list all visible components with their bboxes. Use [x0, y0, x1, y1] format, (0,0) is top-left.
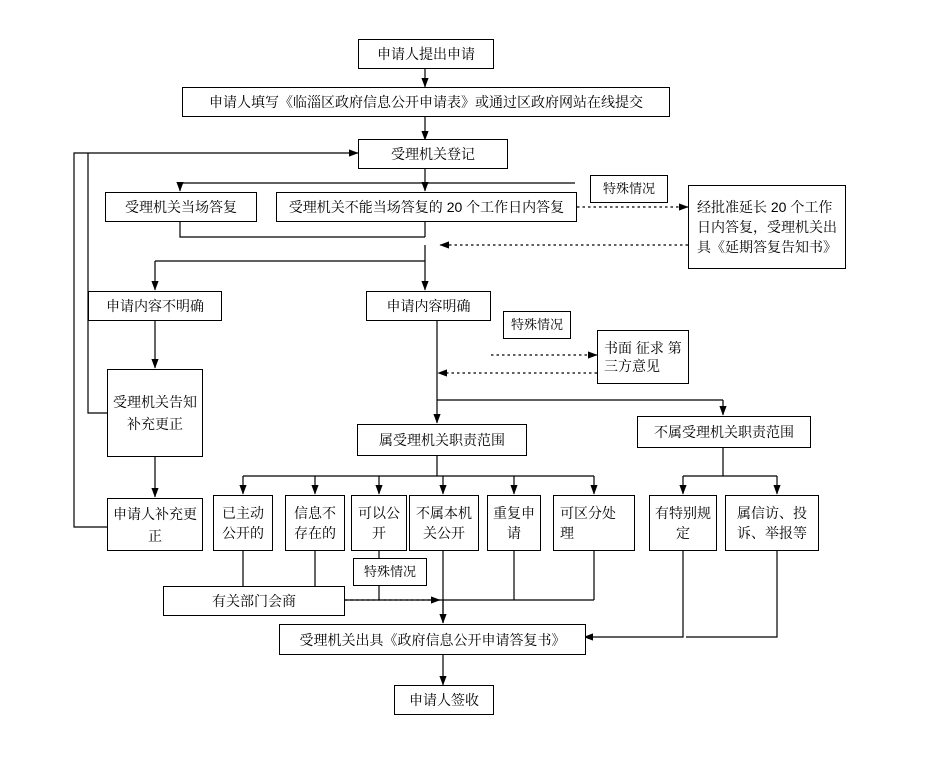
node-reply-within-20-days[interactable]: 受理机关不能当场答复的 20 个工作日内答复 [276, 192, 577, 222]
node-issue-reply-document[interactable]: 受理机关出具《政府信息公开申请答复书》 [279, 624, 586, 655]
node-reply-on-site[interactable]: 受理机关当场答复 [105, 192, 257, 222]
node-notify-supplement[interactable]: 受理机关告知补充更正 [107, 369, 203, 457]
node-applicant-supplement[interactable]: 申请人补充更正 [107, 498, 203, 551]
label-special-case-consult: 特殊情况 [353, 558, 427, 586]
node-special-provision[interactable]: 有特别规定 [649, 495, 717, 551]
node-fill-application-form[interactable]: 申请人填写《临淄区政府信息公开申请表》或通过区政府网站在线提交 [182, 87, 670, 117]
node-info-not-exist[interactable]: 信息不存在的 [285, 495, 345, 551]
node-within-agency-duty[interactable]: 属受理机关职责范围 [357, 424, 527, 456]
node-agency-registration[interactable]: 受理机关登记 [358, 139, 508, 169]
node-outside-agency-duty[interactable]: 不属受理机关职责范围 [637, 416, 811, 448]
node-request-clear[interactable]: 申请内容明确 [366, 291, 491, 321]
node-request-unclear[interactable]: 申请内容不明确 [88, 291, 222, 321]
node-not-this-agency[interactable]: 不属本机关公开 [409, 495, 479, 551]
node-can-disclose[interactable]: 可以公开 [351, 495, 407, 551]
node-duplicate-request[interactable]: 重复申请 [487, 495, 541, 551]
node-petition-complaint[interactable]: 属信访、投诉、举报等 [725, 495, 819, 551]
node-third-party-opinion[interactable]: 书面 征求 第三方意见 [597, 330, 689, 384]
node-applicant-receives[interactable]: 申请人签收 [394, 685, 494, 715]
label-special-case-extension: 特殊情况 [590, 175, 668, 203]
node-departments-consult[interactable]: 有关部门会商 [163, 586, 345, 616]
node-already-disclosed[interactable]: 已主动公开的 [213, 495, 273, 551]
node-extended-reply-notice[interactable]: 经批准延长 20 个工作日内答复，受理机关出具《延期答复告知书》 [688, 185, 846, 269]
node-separable-handling[interactable]: 可区分处理 [553, 495, 635, 551]
label-special-case-thirdparty: 特殊情况 [503, 311, 571, 339]
node-applicant-submits[interactable]: 申请人提出申请 [358, 39, 494, 69]
